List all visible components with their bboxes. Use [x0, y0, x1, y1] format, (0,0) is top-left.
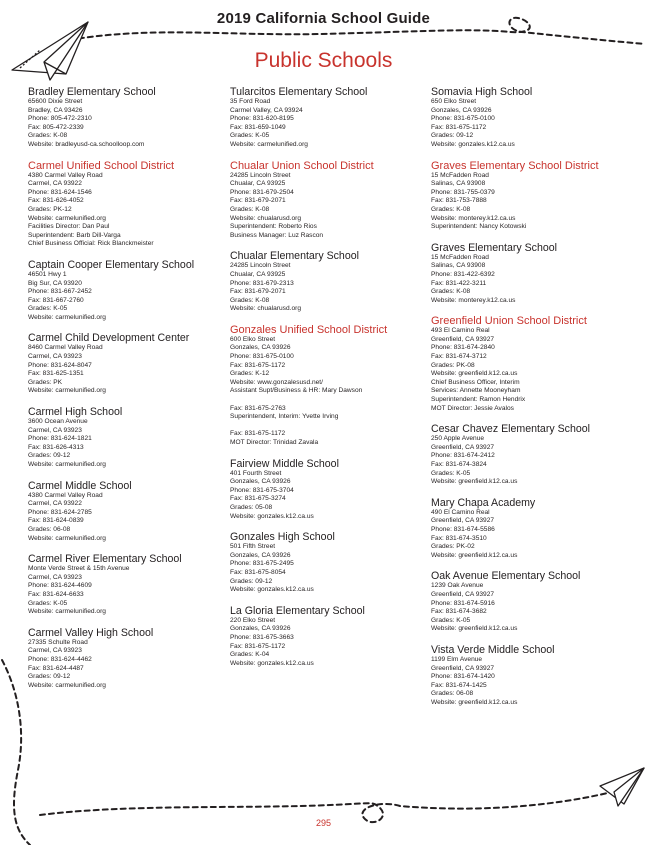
- directory-column-1: [28, 86, 228, 700]
- school-name: Gonzales High School: [230, 531, 335, 544]
- entry-detail-line: Fax: 805-472-2339: [28, 123, 84, 131]
- entry-detail-line: Services: Annette Mooneyham: [431, 387, 521, 395]
- entry-detail-line: 1199 Elm Avenue: [431, 655, 483, 663]
- school-entry: [431, 86, 631, 150]
- entry-detail-line: Grades: K-05: [230, 132, 270, 140]
- entry-detail-line: Phone: 831-674-2412: [431, 452, 495, 460]
- entry-detail-line: 493 El Camino Real: [431, 327, 490, 335]
- entry-detail-line: 650 Elko Street: [431, 98, 477, 105]
- entry-detail-line: Website: monterey.k12.ca.us: [431, 296, 516, 304]
- entry-detail-line: Fax: 831-674-3824: [431, 461, 487, 468]
- entry-detail-line: Fax: 831-659-1049: [230, 123, 286, 131]
- school-name: Carmel Middle School: [28, 479, 132, 492]
- entry-detail-line: Website: gonzales.k12.ca.us: [230, 659, 314, 667]
- school-entry: [28, 480, 228, 544]
- entry-detail-line: 1239 Oak Avenue: [431, 582, 484, 590]
- school-entry: [28, 553, 228, 617]
- entry-detail-line: Grades: 06-08: [28, 525, 71, 533]
- entry-detail-line: Website: chualarusd.org: [230, 214, 301, 222]
- entry-detail-line: Phone: 831-667-2452: [28, 288, 92, 296]
- entry-detail-line: Fax: 831-674-3682: [431, 608, 487, 616]
- entry-detail-line: Greenfield, CA 93927: [431, 590, 495, 598]
- entry-detail-line: Grades: 09-12: [230, 577, 273, 585]
- entry-detail-line: Grades: PK-12: [28, 205, 72, 213]
- entry-detail-line: Fax: 831-624-0839: [28, 517, 84, 525]
- district-entry: [431, 315, 631, 413]
- page-number: 295: [315, 818, 332, 828]
- school-entry: [28, 406, 228, 470]
- entry-detail-line: Chief Business Officer, Interim: [431, 378, 520, 386]
- entry-detail-line: Grades: K-05: [431, 616, 471, 624]
- school-name: Chualar Elementary School: [230, 250, 359, 263]
- entry-detail-line: Website: greenfield.k12.ca.us: [431, 698, 518, 706]
- entry-detail-line: Gonzales, CA 93926: [230, 478, 291, 486]
- entry-detail-line: Fax: 831-624-6633: [28, 590, 84, 598]
- school-name: Somavia High School: [431, 86, 533, 98]
- entry-detail-line: Phone: 831-674-2840: [431, 344, 495, 352]
- entry-detail-line: Salinas, CA 93908: [431, 180, 486, 188]
- entry-detail-line: Website: carmelunified.org: [230, 140, 308, 148]
- entry-detail-line: Gonzales, CA 93926: [230, 344, 291, 352]
- entry-detail-line: Grades: PK: [28, 378, 63, 386]
- entry-detail-line: Website: carmelunified.org: [28, 387, 106, 395]
- entry-detail-line: Website: greenfield.k12.ca.us: [431, 625, 518, 633]
- school-entry: [230, 605, 430, 669]
- school-name: Vista Verde Middle School: [431, 643, 555, 656]
- entry-detail-line: Superintendent: Nancy Kotowski: [431, 223, 527, 231]
- entry-detail-line: Greenfield, CA 93927: [431, 664, 495, 672]
- entry-detail-line: Website: gonzales.k12.ca.us: [230, 512, 314, 520]
- entry-detail-line: Website: carmelunified.org: [28, 608, 106, 616]
- entry-detail-line: 46501 Hwy 1: [28, 270, 67, 278]
- entry-detail-line: Greenfield, CA 93927: [431, 443, 495, 451]
- entry-detail-line: Website: greenfield.k12.ca.us: [431, 551, 518, 559]
- entry-detail-line: Grades: PK-08: [431, 361, 475, 369]
- school-entry: [28, 86, 228, 150]
- entry-detail-line: Monte Verde Street & 15th Avenue: [28, 565, 130, 573]
- entry-detail-line: Carmel, CA 93923: [28, 353, 82, 361]
- entry-detail-line: Grades: 09-12: [28, 452, 71, 460]
- entry-detail-line: 490 El Camino Real: [431, 508, 490, 516]
- school-entry: [431, 644, 631, 708]
- entry-detail-line: Phone: 831-675-3663: [230, 633, 294, 641]
- school-name: Mary Chapa Academy: [431, 496, 536, 509]
- entry-detail-line: 27335 Schulte Road: [28, 638, 88, 646]
- entry-detail-line: 15 McFadden Road: [431, 171, 489, 179]
- entry-detail-line: 8460 Carmel Valley Road: [28, 344, 103, 352]
- district-entry: [431, 160, 631, 232]
- entry-detail-line: Fax: 831-667-2760: [28, 296, 84, 304]
- entry-detail-line: 220 Elko Street: [230, 616, 276, 624]
- entry-detail-line: Business Manager: Luz Rascon: [230, 231, 324, 239]
- entry-detail-line: Grades: K-08: [230, 296, 270, 304]
- entry-detail-line: 24285 Lincoln Street: [230, 171, 291, 179]
- entry-detail-line: Fax: 831-422-3211: [431, 279, 487, 287]
- school-entry: [230, 86, 430, 150]
- entry-detail-line: Grades: PK-02: [431, 543, 475, 551]
- entry-detail-line: Phone: 831-624-4609: [28, 582, 92, 590]
- entry-detail-line: Phone: 831-674-1420: [431, 673, 495, 681]
- school-entry: [431, 423, 631, 487]
- entry-detail-line: Assistant Supt/Business & HR: Mary Dawson: [230, 387, 363, 395]
- entry-detail-line: Fax: 831-674-1425: [431, 681, 487, 689]
- school-entry: [431, 242, 631, 306]
- entry-detail-line: Grades: K-08: [230, 205, 270, 213]
- entry-detail-line: Phone: 805-472-2310: [28, 115, 92, 123]
- paper-plane-icon: [600, 768, 644, 806]
- entry-detail-line: Phone: 831-675-2495: [230, 560, 294, 568]
- entry-detail-line: Phone: 831-755-0379: [431, 188, 495, 196]
- entry-detail-line: Chief Business Official: Rick Blanckmeister: [28, 240, 154, 248]
- school-name: Carmel Child Development Center: [28, 332, 190, 345]
- school-name: Carmel High School: [28, 406, 123, 419]
- entry-detail-line: Bradley, CA 93426: [28, 106, 83, 114]
- entry-detail-line: Phone: 831-624-4462: [28, 655, 92, 663]
- entry-detail-line: Fax: 831-679-2071: [230, 197, 286, 205]
- school-entry: [230, 531, 430, 595]
- entry-detail-line: 15 McFadden Road: [431, 253, 489, 261]
- school-name: Carmel River Elementary School: [28, 553, 182, 566]
- school-entry: [28, 332, 228, 396]
- entry-detail-line: Phone: 831-674-5586: [431, 525, 495, 533]
- school-entry: [28, 259, 228, 323]
- entry-detail-line: Superintendent: Ramon Hendrix: [431, 396, 526, 404]
- entry-detail-line: Greenfield, CA 93927: [431, 517, 495, 525]
- entry-detail-line: Fax: 831-675-8054: [230, 568, 286, 576]
- school-name: Cesar Chavez Elementary School: [431, 423, 590, 436]
- entry-detail-line: Phone: 831-675-0100: [230, 353, 294, 361]
- entry-detail-line: Grades: K-04: [230, 651, 270, 659]
- entry-detail-line: Gonzales, CA 93926: [431, 106, 492, 114]
- entry-detail-line: Big Sur, CA 93920: [28, 279, 82, 287]
- school-name: Captain Cooper Elementary School: [28, 258, 195, 271]
- entry-detail-line: Superintendent, Interim: Yvette Irving: [230, 413, 339, 421]
- entry-detail-line: Fax: 831-626-4052: [28, 197, 84, 205]
- entry-detail-line: Grades: K-12: [230, 370, 270, 378]
- entry-detail-line: Carmel, CA 93922: [28, 180, 82, 188]
- school-entry: [230, 458, 430, 522]
- entry-detail-line: Salinas, CA 93908: [431, 262, 486, 270]
- entry-detail-line: Carmel Valley, CA 93924: [230, 106, 303, 114]
- entry-detail-line: Carmel, CA 93923: [28, 647, 82, 655]
- entry-detail-line: Fax: 831-675-3274: [230, 495, 286, 503]
- entry-detail-line: Superintendent: Roberto Rios: [230, 223, 317, 231]
- entry-detail-line: Chualar, CA 93925: [230, 180, 286, 188]
- district-name: Gonzales Unified School District: [230, 323, 388, 336]
- entry-detail-line: Phone: 831-620-8195: [230, 115, 294, 123]
- school-entry: [431, 497, 631, 561]
- entry-detail-line: 24285 Lincoln Street: [230, 262, 291, 270]
- entry-detail-line: Fax: 831-624-4487: [28, 664, 84, 672]
- school-entry: [431, 570, 631, 634]
- entry-detail-line: Website: www.gonzalesusd.net/: [230, 378, 323, 386]
- entry-detail-line: Phone: 831-624-2785: [28, 508, 92, 516]
- entry-detail-line: Phone: 831-624-1821: [28, 435, 92, 443]
- entry-detail-line: Grades: K-08: [28, 132, 68, 140]
- entry-detail-line: Phone: 831-675-3704: [230, 486, 294, 494]
- entry-detail-line: Website: carmelunified.org: [28, 214, 106, 222]
- entry-detail-line: Website: carmelunified.org: [28, 313, 106, 321]
- entry-detail-line: Grades: K-05: [28, 599, 68, 607]
- entry-detail-line: 35 Ford Road: [230, 98, 271, 105]
- entry-detail-line: Website: greenfield.k12.ca.us: [431, 370, 518, 378]
- entry-detail-line: MOT Director: Trinidad Zavala: [230, 439, 319, 446]
- district-name: Chualar Union School District: [230, 159, 374, 172]
- entry-detail-line: Grades: K-08: [431, 288, 471, 296]
- entry-detail-line: Gonzales, CA 93926: [230, 625, 291, 633]
- entry-detail-line: Fax: 831-675-1172: [431, 123, 487, 131]
- school-name: Graves Elementary School: [431, 241, 558, 254]
- entry-detail-line: Superintendent: Barb Dill-Varga: [28, 231, 121, 239]
- entry-detail-line: Gonzales, CA 93926: [230, 551, 291, 559]
- entry-detail-line: Website: chualarusd.org: [230, 305, 301, 313]
- entry-detail-line: Website: bradleyusd-ca.schoolloop.com: [28, 140, 145, 148]
- entry-detail-line: Website: monterey.k12.ca.us: [431, 214, 516, 222]
- directory-column-2: [230, 86, 430, 678]
- entry-detail-line: Phone: 831-679-2313: [230, 279, 294, 287]
- entry-detail-line: Phone: 831-422-6392: [431, 270, 495, 278]
- entry-detail-line: Fax: 831-675-1172: [230, 361, 286, 369]
- entry-detail-line: Fax: 831-675-1172: [230, 430, 286, 438]
- entry-detail-line: Fax: 831-753-7888: [431, 197, 487, 205]
- entry-detail-line: Fax: 831-674-3510: [431, 534, 487, 542]
- entry-detail-line: 501 Fifth Street: [230, 543, 276, 551]
- school-name: Carmel Valley High School: [28, 626, 154, 639]
- district-entry: [28, 160, 228, 249]
- entry-detail-line: 3600 Ocean Avenue: [28, 418, 88, 426]
- entry-detail-line: 4380 Carmel Valley Road: [28, 171, 103, 179]
- district-name: Greenfield Union School District: [431, 315, 587, 328]
- entry-detail-line: Carmel, CA 93922: [28, 500, 82, 508]
- directory-column-3: [431, 86, 631, 717]
- entry-detail-line: Chualar, CA 93925: [230, 270, 286, 278]
- entry-detail-line: Phone: 831-674-5916: [431, 599, 495, 607]
- entry-detail-line: 600 Elko Street: [230, 335, 276, 343]
- entry-detail-line: Facilities Director: Dan Paul: [28, 223, 110, 231]
- entry-detail-line: Grades: 09-12: [431, 132, 474, 140]
- entry-detail-line: Grades: K-05: [431, 469, 471, 477]
- entry-detail-line: Carmel, CA 93923: [28, 573, 82, 581]
- entry-detail-line: Phone: 831-624-1546: [28, 188, 92, 196]
- school-entry: [28, 627, 228, 691]
- section-title: Public Schools: [254, 49, 393, 72]
- entry-detail-line: Website: greenfield.k12.ca.us: [431, 478, 518, 486]
- entry-detail-line: Fax: 831-675-2763: [230, 404, 286, 412]
- entry-detail-line: Grades: 05-08: [230, 503, 273, 511]
- school-name: Bradley Elementary School: [28, 86, 156, 98]
- entry-detail-line: Website: carmelunified.org: [28, 681, 106, 689]
- entry-detail-line: Website: carmelunified.org: [28, 534, 106, 542]
- entry-detail-line: Fax: 831-626-4313: [28, 443, 84, 451]
- entry-detail-line: Website: carmelunified.org: [28, 461, 106, 468]
- entry-detail-line: Grades: K-08: [431, 205, 471, 213]
- school-name: Tularcitos Elementary School: [230, 86, 368, 98]
- entry-detail-line: Website: gonzales.k12.ca.us: [431, 140, 515, 148]
- entry-detail-line: MOT Director: Jessie Avalos: [431, 404, 514, 412]
- entry-detail-line: Grades: 09-12: [28, 673, 71, 681]
- entry-detail-line: 4380 Carmel Valley Road: [28, 491, 103, 499]
- district-name: Carmel Unified School District: [28, 159, 175, 172]
- entry-detail-line: Fax: 831-674-3712: [431, 353, 487, 361]
- entry-detail-line: Phone: 831-624-8047: [28, 361, 92, 369]
- district-entry: [230, 160, 430, 241]
- school-name: La Gloria Elementary School: [230, 604, 365, 617]
- entry-detail-line: 65600 Dixie Street: [28, 98, 83, 105]
- entry-detail-line: Carmel, CA 93923: [28, 426, 82, 434]
- entry-detail-line: Grades: 06-08: [431, 690, 474, 698]
- entry-detail-line: Grades: K-05: [28, 305, 68, 313]
- school-name: Oak Avenue Elementary School: [431, 570, 581, 583]
- entry-detail-line: Phone: 831-679-2504: [230, 188, 294, 196]
- entry-detail-line: Website: gonzales.k12.ca.us: [230, 586, 314, 594]
- entry-detail-line: Fax: 831-675-1172: [230, 642, 286, 650]
- entry-detail-line: 401 Fourth Street: [230, 469, 282, 477]
- school-entry: [230, 250, 430, 314]
- guide-title: 2019 California School Guide: [216, 10, 431, 27]
- entry-detail-line: Greenfield, CA 93927: [431, 335, 495, 343]
- entry-detail-line: Fax: 831-625-1351: [28, 370, 84, 378]
- district-entry: [230, 324, 430, 448]
- entry-detail-line: Fax: 831-679-2071: [230, 288, 286, 296]
- school-name: Fairview Middle School: [230, 457, 339, 470]
- entry-detail-line: 250 Apple Avenue: [431, 435, 485, 443]
- entry-detail-line: Phone: 831-675-0100: [431, 115, 495, 123]
- district-name: Graves Elementary School District: [431, 159, 599, 172]
